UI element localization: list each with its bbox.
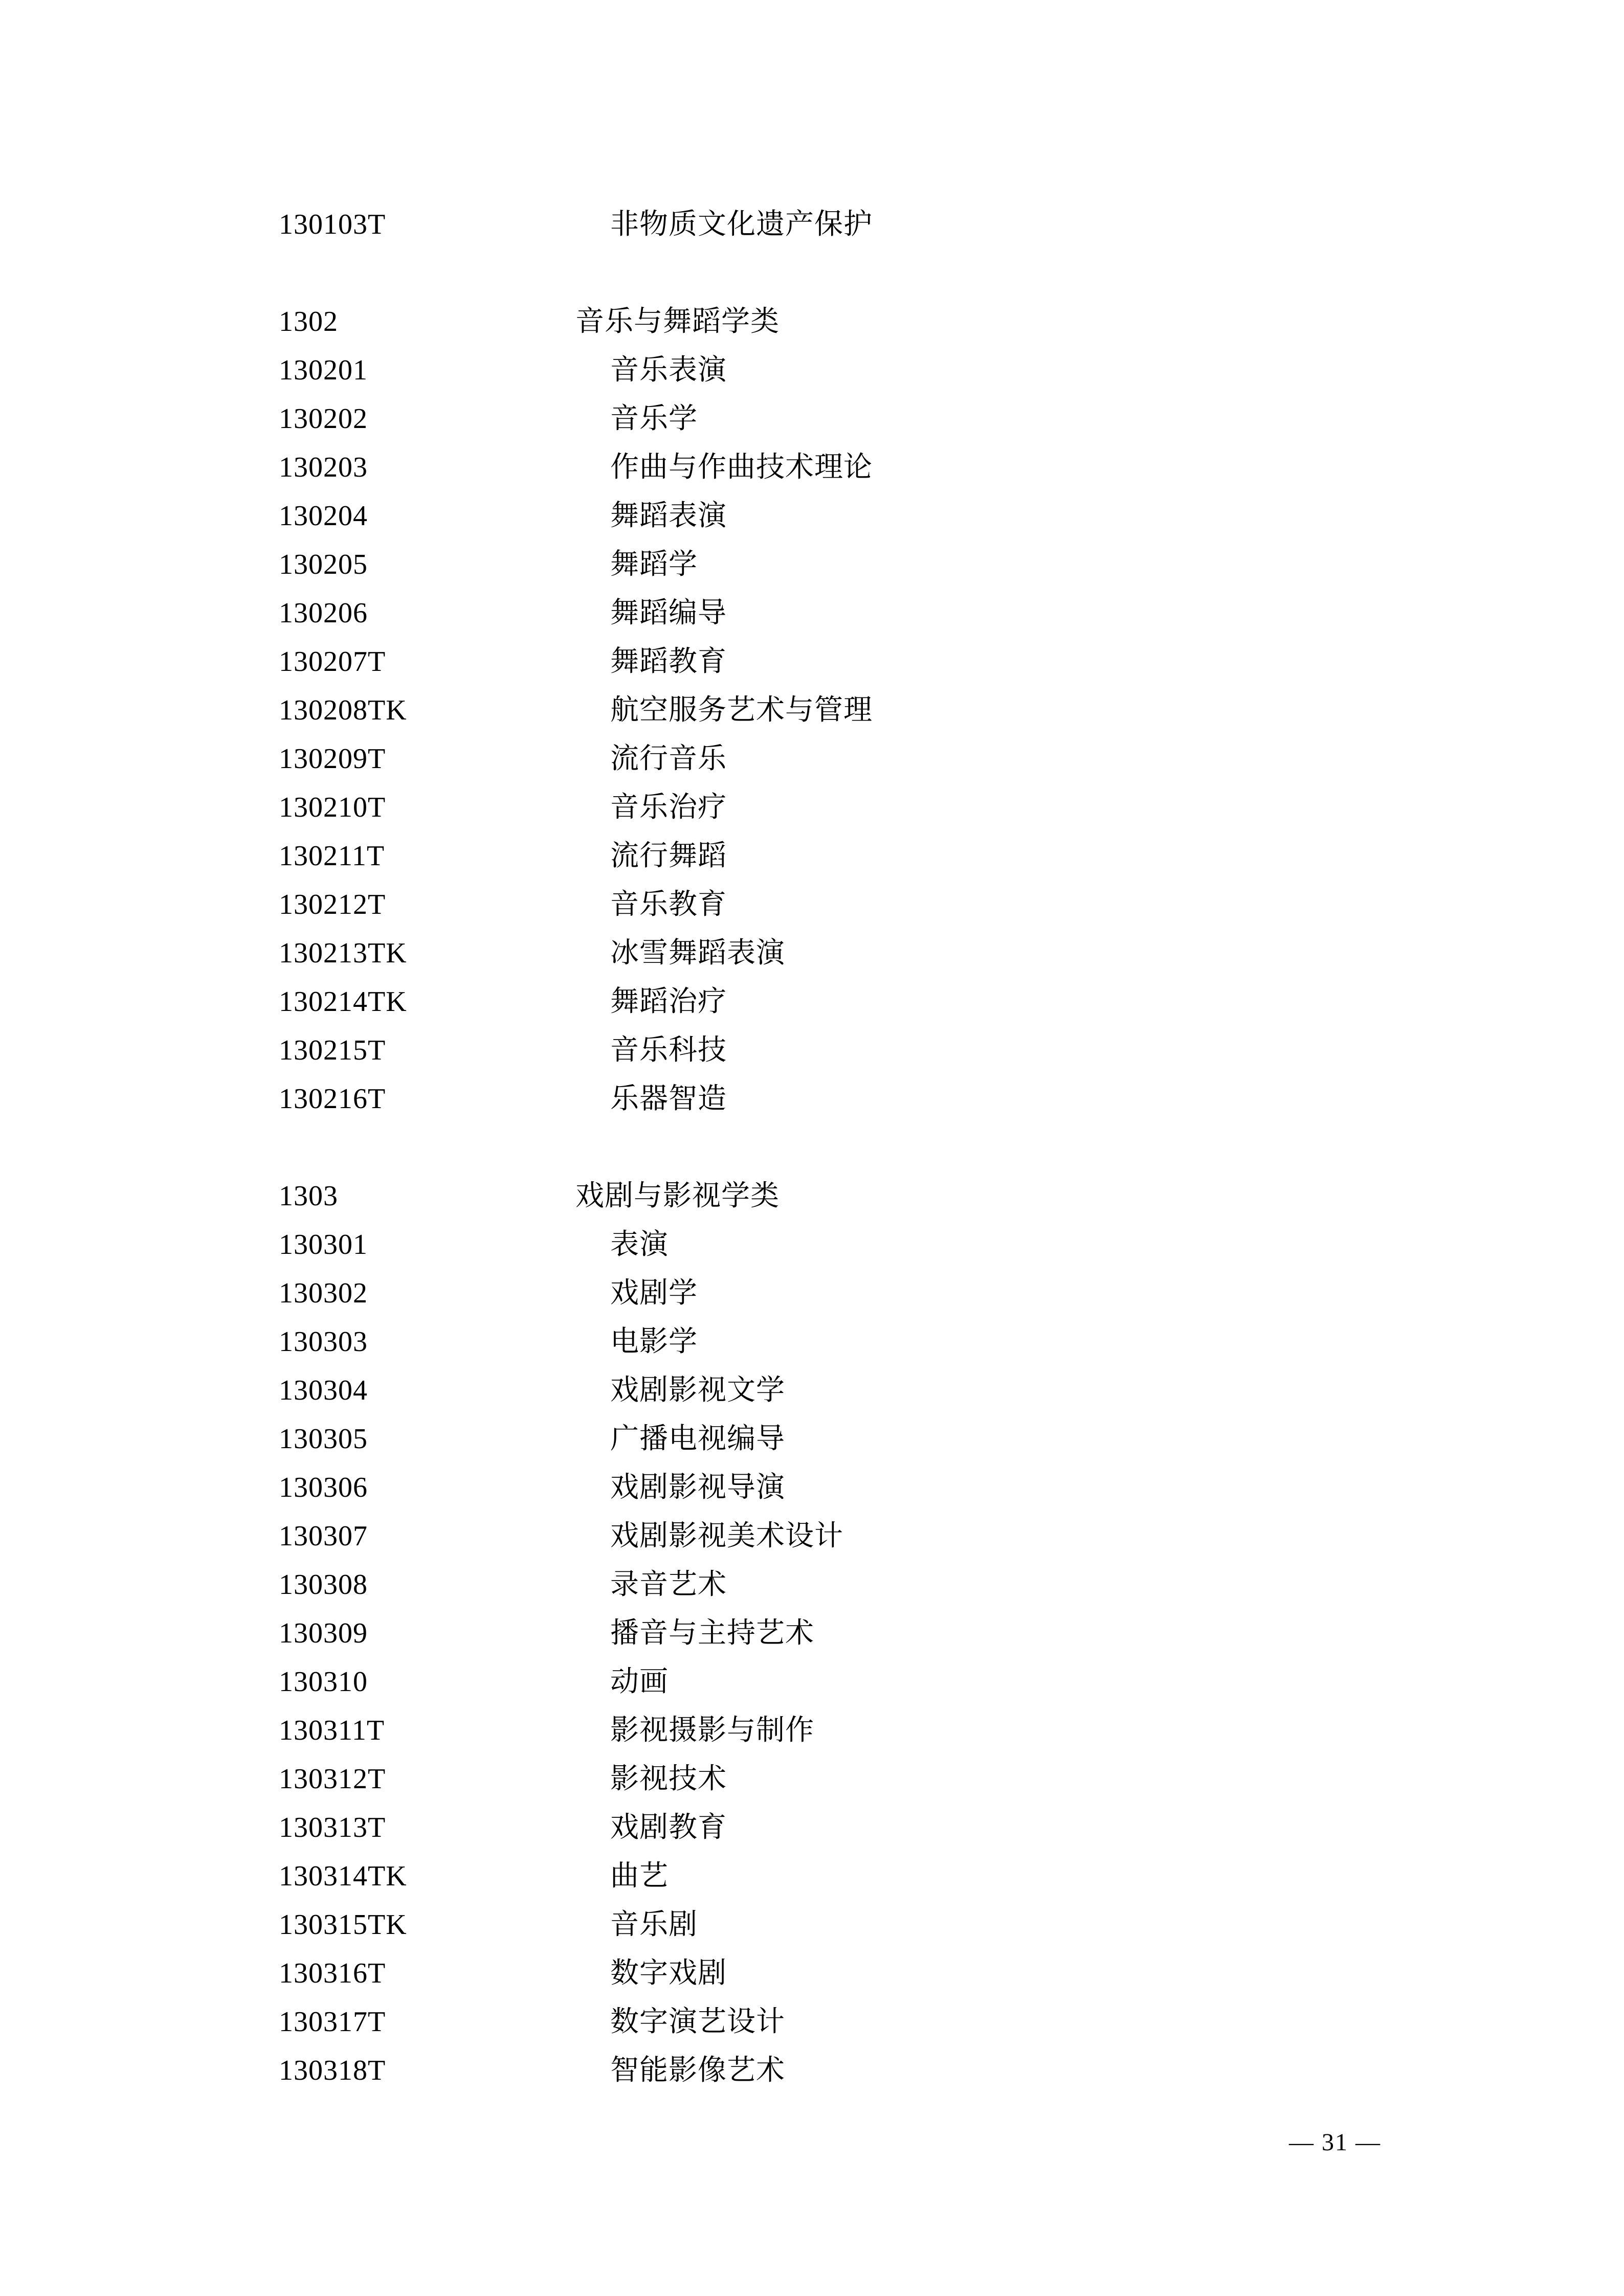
- major-code: 130312T: [279, 1763, 386, 1795]
- major-row: [0, 589, 1624, 638]
- major-row: [0, 1221, 1624, 1269]
- major-code: 130316T: [279, 1957, 386, 1989]
- major-code: 130201: [279, 354, 368, 386]
- major-name: 影视摄影与制作: [610, 1715, 814, 1746]
- category-code: 1302: [279, 306, 338, 337]
- major-name: 音乐剧: [610, 1909, 698, 1941]
- major-code: 130212T: [279, 889, 386, 920]
- major-name: 音乐表演: [610, 354, 727, 386]
- major-name: 戏剧影视美术设计: [610, 1520, 843, 1552]
- major-code: 130213TK: [279, 937, 407, 969]
- major-name: 乐器智造: [610, 1083, 727, 1115]
- major-row: [0, 395, 1624, 443]
- major-code: 130215T: [279, 1034, 386, 1066]
- major-row: [0, 783, 1624, 832]
- major-code: 130308: [279, 1569, 368, 1601]
- category-row: [0, 298, 1624, 346]
- major-row: [0, 1949, 1624, 1998]
- major-code: 130301: [279, 1229, 368, 1260]
- major-code: 130311T: [279, 1715, 385, 1746]
- major-row: [0, 1998, 1624, 2046]
- major-name: 电影学: [610, 1326, 698, 1358]
- major-code: 130313T: [279, 1812, 386, 1843]
- category-name: 戏剧与影视学类: [575, 1180, 780, 1212]
- major-code: 130210T: [279, 792, 386, 823]
- major-row: [0, 1075, 1624, 1123]
- major-code: 130203: [279, 452, 368, 483]
- category-row: [0, 1172, 1624, 1221]
- major-name: 录音艺术: [610, 1569, 727, 1601]
- major-row: [0, 2046, 1624, 2095]
- major-code: 130318T: [279, 2055, 386, 2086]
- major-name: 舞蹈教育: [610, 646, 727, 678]
- major-name: 播音与主持艺术: [610, 1617, 814, 1649]
- major-row: [0, 1852, 1624, 1901]
- major-name: 舞蹈治疗: [610, 986, 727, 1018]
- major-name: 动画: [610, 1666, 669, 1698]
- major-row: [0, 1561, 1624, 1609]
- major-code: 130216T: [279, 1083, 386, 1115]
- major-row: [0, 1366, 1624, 1415]
- major-row: [0, 1269, 1624, 1318]
- major-row: [0, 1318, 1624, 1366]
- major-code: 130317T: [279, 2006, 386, 2038]
- major-row: [0, 1658, 1624, 1706]
- major-code: 130307: [279, 1520, 368, 1552]
- major-row: [0, 1609, 1624, 1658]
- major-code: 130309: [279, 1617, 368, 1649]
- major-name: 流行舞蹈: [610, 840, 727, 872]
- major-code: 130214TK: [279, 986, 407, 1018]
- major-row: [0, 1755, 1624, 1804]
- major-name: 戏剧影视文学: [610, 1375, 785, 1406]
- major-row: [0, 735, 1624, 783]
- major-code: 130209T: [279, 743, 386, 775]
- major-name: 音乐治疗: [610, 792, 727, 823]
- major-name: 舞蹈编导: [610, 597, 727, 629]
- major-row: [0, 1464, 1624, 1512]
- major-name: 戏剧影视导演: [610, 1472, 785, 1503]
- major-code: 130202: [279, 403, 368, 435]
- major-row: [0, 1901, 1624, 1949]
- major-row: [0, 346, 1624, 395]
- major-code: 130207T: [279, 646, 386, 678]
- major-name: 影视技术: [610, 1763, 727, 1795]
- major-code: 130314TK: [279, 1860, 407, 1892]
- major-code: 130306: [279, 1472, 368, 1503]
- major-code: 130206: [279, 597, 368, 629]
- major-code: 130310: [279, 1666, 368, 1698]
- major-name: 流行音乐: [610, 743, 727, 775]
- major-name: 音乐科技: [610, 1034, 727, 1066]
- major-name: 数字演艺设计: [610, 2006, 785, 2038]
- major-row: [0, 929, 1624, 978]
- major-code: 130205: [279, 549, 368, 580]
- major-row: [0, 1706, 1624, 1755]
- major-code: 130211T: [279, 840, 385, 872]
- major-code: 130103T: [279, 209, 386, 240]
- major-name: 音乐教育: [610, 889, 727, 920]
- category-code: 1303: [279, 1180, 338, 1212]
- page-number: — 31 —: [1289, 2129, 1381, 2156]
- major-row: [0, 638, 1624, 686]
- major-row: [0, 881, 1624, 929]
- major-row: [0, 1804, 1624, 1852]
- major-name: 广播电视编导: [610, 1423, 785, 1455]
- category-name: 音乐与舞蹈学类: [575, 306, 780, 337]
- major-code: 130304: [279, 1375, 368, 1406]
- major-name: 数字戏剧: [610, 1957, 727, 1989]
- major-name: 冰雪舞蹈表演: [610, 937, 785, 969]
- major-row: [0, 1026, 1624, 1075]
- major-row: [0, 978, 1624, 1026]
- major-row: [0, 832, 1624, 881]
- major-row: [0, 492, 1624, 541]
- major-name: 舞蹈表演: [610, 500, 727, 532]
- major-row: [0, 686, 1624, 735]
- major-name: 戏剧教育: [610, 1812, 727, 1843]
- major-row: [0, 541, 1624, 589]
- major-code: 130305: [279, 1423, 368, 1455]
- major-code: 130204: [279, 500, 368, 532]
- major-row: [0, 200, 1624, 249]
- major-name: 舞蹈学: [610, 549, 698, 580]
- major-name: 表演: [610, 1229, 669, 1260]
- major-code: 130303: [279, 1326, 368, 1358]
- major-code: 130315TK: [279, 1909, 407, 1941]
- major-name: 智能影像艺术: [610, 2055, 785, 2086]
- major-name: 戏剧学: [610, 1277, 698, 1309]
- major-name: 航空服务艺术与管理: [610, 694, 873, 726]
- major-row: [0, 1415, 1624, 1464]
- major-name: 作曲与作曲技术理论: [610, 452, 873, 483]
- major-code: 130208TK: [279, 694, 407, 726]
- major-name: 音乐学: [610, 403, 698, 435]
- major-name: 曲艺: [610, 1860, 669, 1892]
- major-code: 130302: [279, 1277, 368, 1309]
- major-row: [0, 443, 1624, 492]
- major-name: 非物质文化遗产保护: [610, 209, 873, 240]
- major-row: [0, 1512, 1624, 1561]
